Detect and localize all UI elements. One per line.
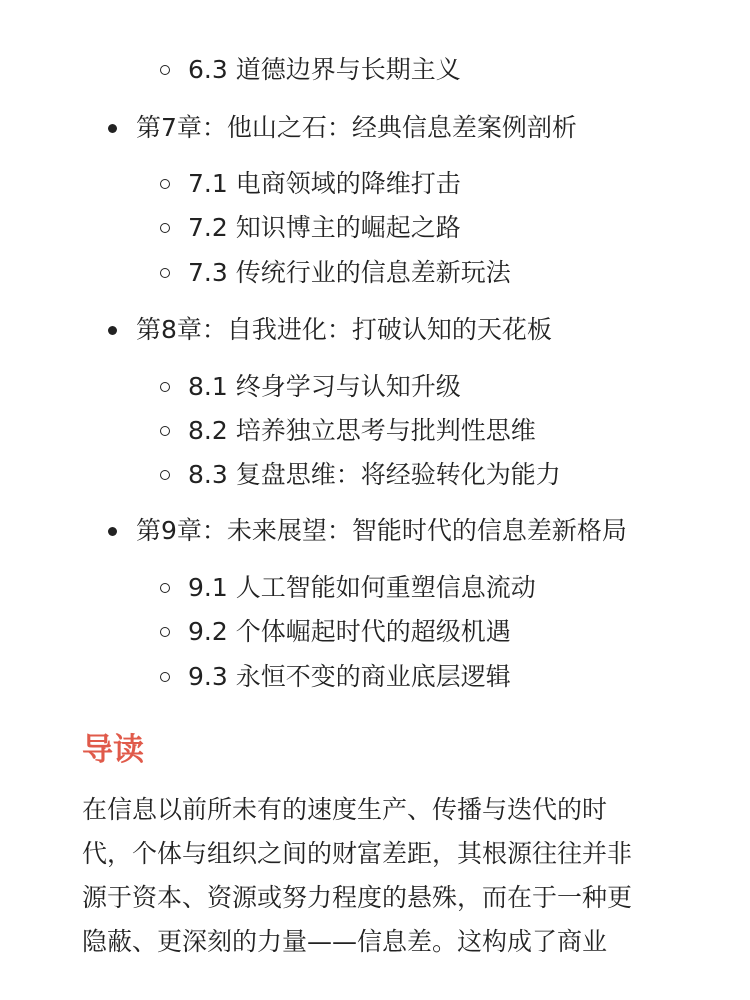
intro-line: 在信息以前所未有的速度生产、传播与迭代的时 — [82, 795, 608, 824]
intro-heading: 导读 — [82, 732, 144, 768]
toc-section-text: 7.2 知识博主的崛起之路 — [188, 213, 461, 242]
intro-line: 源于资本、资源或努力程度的悬殊，而在于一种更 — [82, 883, 633, 912]
toc-section-text: 8.3 复盘思维：将经验转化为能力 — [188, 460, 561, 489]
toc-section-text: 6.3 道德边界与长期主义 — [188, 55, 461, 84]
filled-bullet-icon — [108, 527, 117, 536]
intro-paragraph — [82, 788, 682, 964]
toc-section-text: 8.1 终身学习与认知升级 — [188, 372, 461, 401]
hollow-bullet-icon — [160, 223, 170, 233]
hollow-bullet-icon — [160, 470, 170, 480]
hollow-bullet-icon — [160, 672, 170, 682]
toc-section-text: 7.1 电商领域的降维打击 — [188, 169, 461, 198]
hollow-bullet-icon — [160, 179, 170, 189]
toc-section-text: 8.2 培养独立思考与批判性思维 — [188, 416, 536, 445]
toc-section-text: 9.2 个体崛起时代的超级机遇 — [188, 617, 511, 646]
toc-section-text: 7.3 传统行业的信息差新玩法 — [188, 258, 511, 287]
hollow-bullet-icon — [160, 382, 170, 392]
intro-line: 隐蔽、更深刻的力量——信息差。这构成了商业 — [82, 927, 608, 956]
intro-line: 代，个体与组织之间的财富差距，其根源往往并非 — [82, 839, 633, 868]
toc-chapter-text: 第9章：未来展望：智能时代的信息差新格局 — [136, 516, 627, 545]
hollow-bullet-icon — [160, 65, 170, 75]
filled-bullet-icon — [108, 124, 117, 133]
hollow-bullet-icon — [160, 426, 170, 436]
toc-chapter-text: 第8章：自我进化：打破认知的天花板 — [136, 315, 552, 344]
toc-chapter-text: 第7章：他山之石：经典信息差案例剖析 — [136, 113, 577, 142]
toc-section-text: 9.3 永恒不变的商业底层逻辑 — [188, 662, 511, 691]
hollow-bullet-icon — [160, 583, 170, 593]
toc-section-text: 9.1 人工智能如何重塑信息流动 — [188, 573, 536, 602]
hollow-bullet-icon — [160, 268, 170, 278]
hollow-bullet-icon — [160, 627, 170, 637]
filled-bullet-icon — [108, 326, 117, 335]
